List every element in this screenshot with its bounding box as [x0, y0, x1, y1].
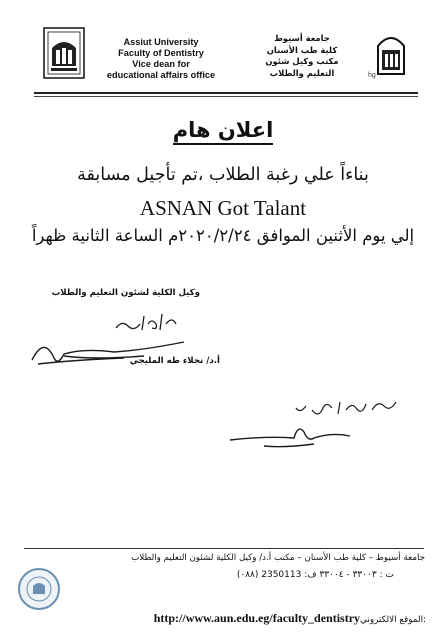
logo-tag: hg [368, 72, 376, 79]
faculty-logo-icon [374, 28, 408, 78]
footer-divider [24, 548, 424, 549]
header-english-block [96, 37, 226, 81]
website-link[interactable]: http://www.aun.edu.eg/faculty_dentistry [153, 611, 361, 625]
header-english-line: Assiut University [123, 37, 199, 47]
announcement-title [0, 118, 446, 142]
university-logo-icon [42, 26, 86, 80]
header-english-line: educational affairs office [106, 70, 216, 80]
announcement-event-name: ASNAN Got Talant [139, 196, 307, 220]
footer-phone: ت : ٣٣٠٠٣ - ٣٣٠٠٤ ف: 2350113 (٠٨٨) [236, 570, 394, 580]
announcement-date-line: إلي يوم الأثنين الموافق ٢٠٢٠/٢/٢٤م الساعة الثانية ظهراً [31, 226, 415, 245]
faculty-seal-icon [16, 566, 62, 612]
header-arabic-line: التعليم والطلاب [269, 67, 335, 78]
header-divider [34, 92, 418, 94]
announcement-title-text: اعلان هام [173, 118, 274, 145]
signatory-name: أ.د/ نجلاء طه المليجي [129, 356, 220, 366]
header-english-line: Faculty of Dentistry [118, 48, 204, 58]
signatory-role: وكيل الكلية لشئون التعليم والطلاب [51, 288, 200, 298]
header-arabic-block [242, 33, 362, 79]
header-arabic-line: كلية طب الأسنان [266, 44, 338, 55]
website-label: الموقع الالكتروني: [360, 615, 426, 625]
announcement-line-1: بناءاً علي رغبة الطلاب ،تم تأجيل مسابقة [77, 165, 369, 185]
footer-website [20, 607, 426, 626]
second-signature-icon [224, 418, 354, 458]
header-english-line: Vice dean for [132, 59, 190, 69]
header-arabic-line: جامعة أسيوط [274, 33, 330, 43]
header-divider-thin [34, 96, 418, 97]
footer-address: جامعة أسيوط – كلية طب الأسنان – مكتب أ.د/ وكيل الكلية لشئون التعليم والطلاب [131, 553, 425, 563]
header-arabic-line: مكتب وكيل شئون [265, 56, 339, 66]
